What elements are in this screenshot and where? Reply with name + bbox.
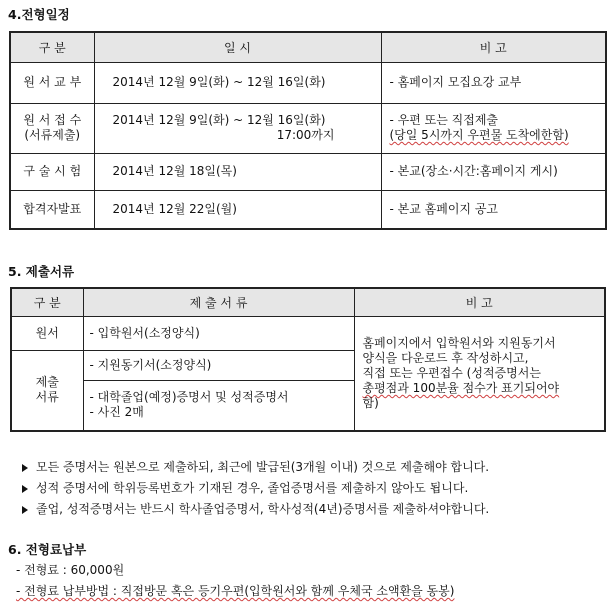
schedule-label: 원 서 교 부 [10,62,94,103]
documents-item: - 사진 2매 [89,405,144,420]
schedule-date: 2014년 12월 22일(월) [94,190,381,229]
documents-item-cell [83,380,354,431]
schedule-deadline: 17:00까지 [276,128,335,142]
schedule-label: 원 서 접 수 [23,113,82,127]
documents-item: - 지원동기서(소정양식) [83,350,354,380]
schedule-label: 구 술 시 험 [10,153,94,190]
notice-item: 모든 증명서는 원본으로 제출하되, 최근에 발급된(3개월 이내) 것으로 제출해야 합니다. [20,457,610,478]
section5-title: 5. 제출서류 [8,264,75,279]
schedule-note: - 우편 또는 직접제출 [389,113,499,127]
schedule-date-cell [94,103,381,153]
notice-list [20,457,610,520]
schedule-date: 2014년 12월 9일(화) ~ 12월 16일(화) [112,113,326,127]
documents-item: - 대학졸업(예정)증명서 및 성적증명서 [89,390,289,405]
schedule-note: - 홈페이지 모집요강 교부 [381,62,606,103]
schedule-note: - 본교 홈페이지 공고 [381,190,606,229]
schedule-row-oral-exam [10,153,606,190]
documents-note-line: 함) [362,395,379,410]
schedule-header-category: 구 분 [10,32,94,62]
schedule-label-sub: (서류제출) [24,128,81,142]
schedule-header-row [10,32,606,62]
schedule-row-distribution [10,62,606,103]
fee-method: - 전형료 납부방법 : 직접방문 혹은 등기우편(입학원서와 함께 우체국 소액환을 동봉) [16,584,455,598]
documents-item: - 입학원서(소정양식) [83,316,354,350]
schedule-row-announcement [10,190,606,229]
schedule-note-cell [381,103,606,153]
notice-item: 성적 증명서에 학위등록번호가 기재된 경우, 졸업증명서를 제출하지 않아도 됩니다. [20,478,610,499]
documents-row-application [11,316,605,350]
documents-label: 서류 [35,390,59,405]
schedule-note: - 본교(장소·시간:홈페이지 게시) [381,153,606,190]
documents-header-documents: 제 출 서 류 [83,288,354,316]
documents-header-remarks: 비 고 [354,288,605,316]
documents-label: 원서 [11,316,83,350]
notice-item: 졸업, 성적증명서는 반드시 학사졸업증명서, 학사성적(4년)증명서를 제출하셔야합니다. [20,499,610,520]
documents-note-line: 직접 또는 우편접수 (성적증명서는 [362,365,541,380]
documents-note-line: 총평점과 100분율 점수가 표기되어야 [362,380,560,395]
section4-title: 4.전형일정 [8,7,70,22]
schedule-note-sub: (당일 5시까지 우편물 도착에한함) [389,128,569,142]
fee-amount: - 전형료 : 60,000원 [16,563,125,577]
documents-table [10,287,606,432]
documents-note-line: 홈페이지에서 입학원서와 지원동기서 [362,335,556,350]
documents-note-line: 양식을 다운로드 후 작성하시고, [362,350,529,365]
schedule-label: 합격자발표 [10,190,94,229]
schedule-header-remarks: 비 고 [381,32,606,62]
documents-note [354,316,605,431]
schedule-row-submission [10,103,606,153]
schedule-table [9,31,607,230]
documents-label: 제출 [35,375,59,390]
schedule-label-cell [10,103,94,153]
documents-header-row [11,288,605,316]
schedule-date: 2014년 12월 9일(화) ~ 12월 16일(화) [94,62,381,103]
schedule-date: 2014년 12월 18일(목) [94,153,381,190]
schedule-header-datetime: 일 시 [94,32,381,62]
section6-title: 6. 전형료납부 [8,542,87,557]
documents-header-category: 구 분 [11,288,83,316]
documents-label-cell [11,350,83,431]
